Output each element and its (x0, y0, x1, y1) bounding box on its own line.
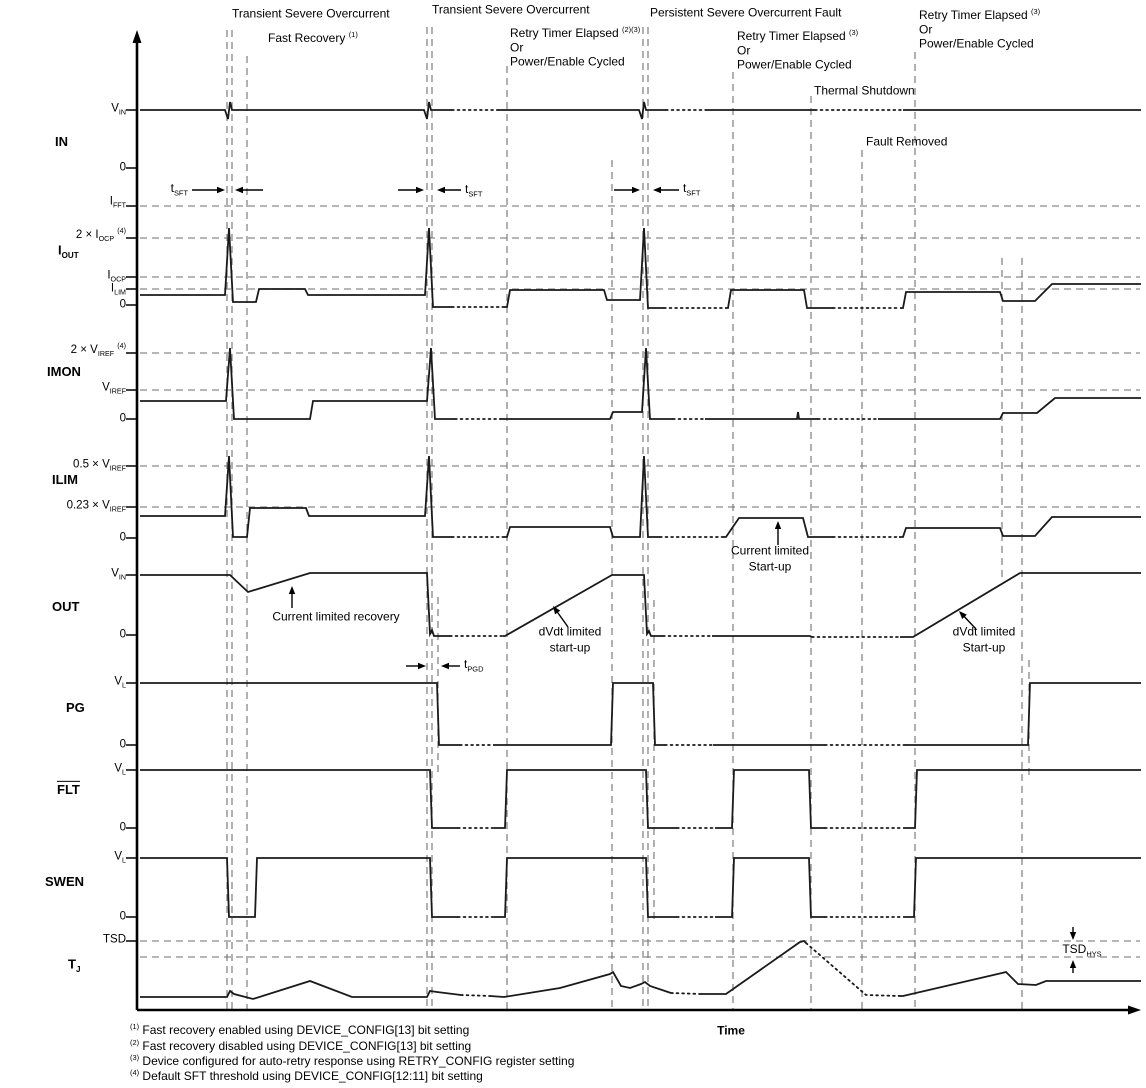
annotation-retry-timer-1-line2: Or (510, 40, 524, 55)
row-label-pg: PG (66, 699, 85, 715)
level-zero-ilim: 0 (119, 531, 126, 544)
level-ilim: $I_{LIM}$ (110, 282, 126, 297)
label-tsft-3: $t_{SFT}$ (683, 181, 701, 198)
level-ifft: $I_{FFT}$ (109, 195, 126, 210)
label-tpgd: $t_{PGD}$ (464, 657, 484, 674)
annotation-transient-overcurrent-2: Transient Severe Overcurrent (432, 2, 590, 17)
label-tsft-1: $t_{SFT}$ (170, 181, 188, 198)
annotation-persistent-overcurrent: Persistent Severe Overcurrent Fault (650, 5, 842, 20)
level-zero-pg: 0 (119, 738, 126, 751)
level-viref: $V_{IREF}$ (102, 381, 126, 396)
footnote-1: $^{(1)}$ Fast recovery enabled using DEVICE_CONFIG[13] bit setting (130, 1021, 470, 1037)
annotation-fast-recovery: Fast Recovery $^{(1)}$ (268, 29, 358, 45)
label-tsft-2: $t_{SFT}$ (465, 182, 483, 199)
label-current-limited-recovery: Current limited recovery (272, 609, 400, 624)
level-vin-in: $V_{IN}$ (111, 102, 126, 117)
row-label-iout: $I_{OUT}$ (58, 242, 79, 260)
row-label-swen: SWEN (45, 873, 84, 889)
annotation-thermal-shutdown: Thermal Shutdown (814, 83, 915, 98)
footnote-2: $^{(2)}$ Fast recovery disabled using DEVICE_CONFIG[13] bit setting (130, 1037, 472, 1053)
level-zero-iout: 0 (119, 298, 126, 311)
label-time-axis: Time (717, 1023, 745, 1038)
annotation-retry-timer-2-line3: Power/Enable Cycled (737, 57, 852, 72)
annotation-retry-timer-3-line1: Retry Timer Elapsed $^{(3)}$ (919, 6, 1041, 22)
footnote-4: $^{(4)}$ Default SFT threshold using DEVICE_CONFIG[12:11] bit setting (130, 1067, 483, 1083)
label-dvdt-startup-1-line2: start-up (549, 640, 591, 655)
row-label-imon: IMON (47, 363, 81, 379)
level-2xiocp: $2 \times I_{OCP}$ $^{(4)}$ (75, 227, 126, 244)
annotation-retry-timer-2-line1: Retry Timer Elapsed $^{(3)}$ (737, 27, 859, 43)
row-label-in: IN (55, 133, 68, 149)
level-zero-in: 0 (119, 161, 126, 174)
level-vin-out: $V_{IN}$ (111, 567, 126, 582)
row-label-flt: FLT (57, 781, 80, 797)
annotation-retry-timer-3-line3: Power/Enable Cycled (919, 36, 1034, 51)
label-current-limited-startup-line1: Current limited (730, 543, 810, 558)
level-iocp: $I_{OCP}$ (107, 269, 126, 284)
level-zero-imon: 0 (119, 412, 126, 425)
row-label-tj: $T_J$ (68, 956, 81, 974)
label-current-limited-startup-line2: Start-up (748, 559, 792, 574)
annotation-fault-removed: Fault Removed (866, 134, 948, 149)
label-dvdt-startup-2-line1: dVdt limited (952, 624, 1016, 639)
label-tsd-hys: $TSD_{HYS}$ (1062, 942, 1102, 959)
level-zero-swen: 0 (119, 910, 126, 923)
annotation-retry-timer-1-line3: Power/Enable Cycled (510, 54, 625, 69)
annotation-retry-timer-2-line2: Or (737, 43, 751, 58)
level-05viref: $0.5 \times V_{IREF}$ (73, 458, 126, 473)
level-vl-pg: $V_L$ (114, 675, 126, 690)
footnote-3: $^{(3)}$ Device configured for auto-retry response using RETRY_CONFIG register setting (130, 1052, 575, 1068)
row-label-ilim: ILIM (52, 471, 78, 487)
label-dvdt-startup-1-line1: dVdt limited (538, 624, 602, 639)
level-2xviref: $2 \times V_{IREF}$ $^{(4)}$ (70, 342, 126, 359)
label-dvdt-startup-2-line2: Start-up (962, 640, 1006, 655)
annotation-retry-timer-1-line1: Retry Timer Elapsed $^{(2)(3)}$ (510, 24, 641, 40)
level-vl-swen: $V_L$ (114, 850, 126, 865)
level-023viref: $0.23 \times V_{IREF}$ (66, 499, 126, 514)
annotation-retry-timer-3-line2: Or (919, 22, 933, 37)
level-tsd: TSD (103, 933, 126, 946)
row-label-out: OUT (52, 598, 80, 614)
level-zero-flt: 0 (119, 821, 126, 834)
level-zero-out: 0 (119, 628, 126, 641)
level-vl-flt: $V_L$ (114, 762, 126, 777)
annotation-transient-overcurrent-1: Transient Severe Overcurrent (232, 6, 390, 21)
